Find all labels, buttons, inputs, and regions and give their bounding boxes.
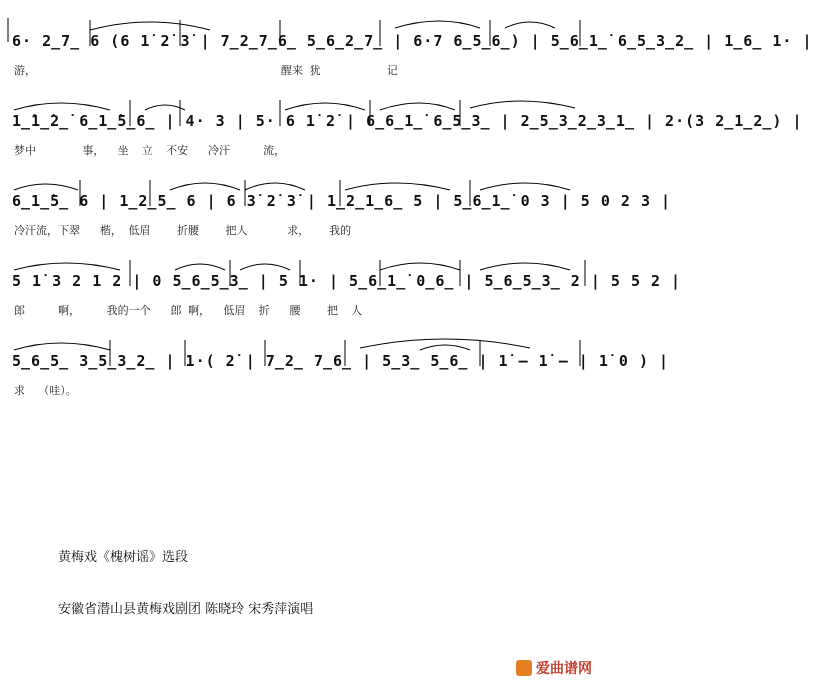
score-line	[0, 90, 803, 170]
score-line	[0, 250, 682, 330]
notation-text: 5̲6̲5̲ 3̲5̲3̲2̲ | 1·( 2̇ | 7̲2̲ 7̲6̲ | 5̲3̲ 5̲6̲ | 1̇ – 1̇ – | 1̇ 0 ) |	[12, 352, 670, 370]
score-line	[0, 330, 670, 410]
score-line	[0, 10, 813, 90]
slurs	[0, 330, 600, 410]
lyrics-text: 游， 醒来 犹 记	[14, 64, 398, 77]
performers-credit: 安徽省潜山县黄梅戏剧团 陈晓玲 宋秀萍演唱	[58, 602, 314, 617]
lyrics-text: 求 （哇）。	[14, 384, 77, 397]
notation-text: 1̲̇1̲̇2̲̇ 6̲1̲̇5̲6̲ | 4· 3 | 5· 6 1̇ 2̇ | 6̲6̲1̲̇ 6̲5̲3̲ | 2̲5̲3̲2̲3̲1̲ | 2·(3 2̲1̲2̲) |	[12, 112, 803, 130]
lyrics-text: 冷汗流，下翠 楷， 低眉 折腰 把人 求， 我的	[14, 224, 352, 237]
notation-text: 5 1̇ 3 2 1 2 | 0 5̲6̲5̲3̲ | 5 1· | 5̲6̲1̲̇ 0̲6̲ | 5̲6̲5̲3̲ 2 | 5 5 2 |	[12, 272, 682, 290]
notation-text: 6· 2̲7̲ 6 (6 1̇ 2̇ 3̇ | 7̲2̲7̲6̲ 5̲6̲2̲7̲ | 6·7 6̲5̲6̲) | 5̲6̲1̲̇ 6̲5̲3̲2̲ | 1̲6̲ 1· |	[12, 32, 813, 50]
slurs	[0, 10, 600, 90]
slurs	[0, 90, 600, 170]
slurs	[0, 170, 600, 250]
logo-icon	[516, 660, 532, 676]
score-line	[0, 170, 672, 250]
watermark-text: 爱曲谱网	[536, 661, 592, 677]
notation-text: 6̲1̲̇5̲ 6 | 1̲2̲5̲ 6 | 6 3̇ 2̇ 3̇ | 1̲2̲1̲6̲ 5 | 5̲6̲1̲̇ 0 3 | 5 0 2 3 |	[12, 192, 672, 210]
site-watermark	[516, 658, 592, 678]
lyrics-text: 梦中 事， 坐 立 不安 冷汗 流，	[14, 144, 286, 157]
slurs	[0, 250, 600, 330]
piece-title: 黄梅戏《槐树谣》选段	[58, 550, 189, 565]
lyrics-text: 郎 啊， 我的一个 郎 啊， 低眉 折 腰 把 人	[14, 304, 363, 317]
